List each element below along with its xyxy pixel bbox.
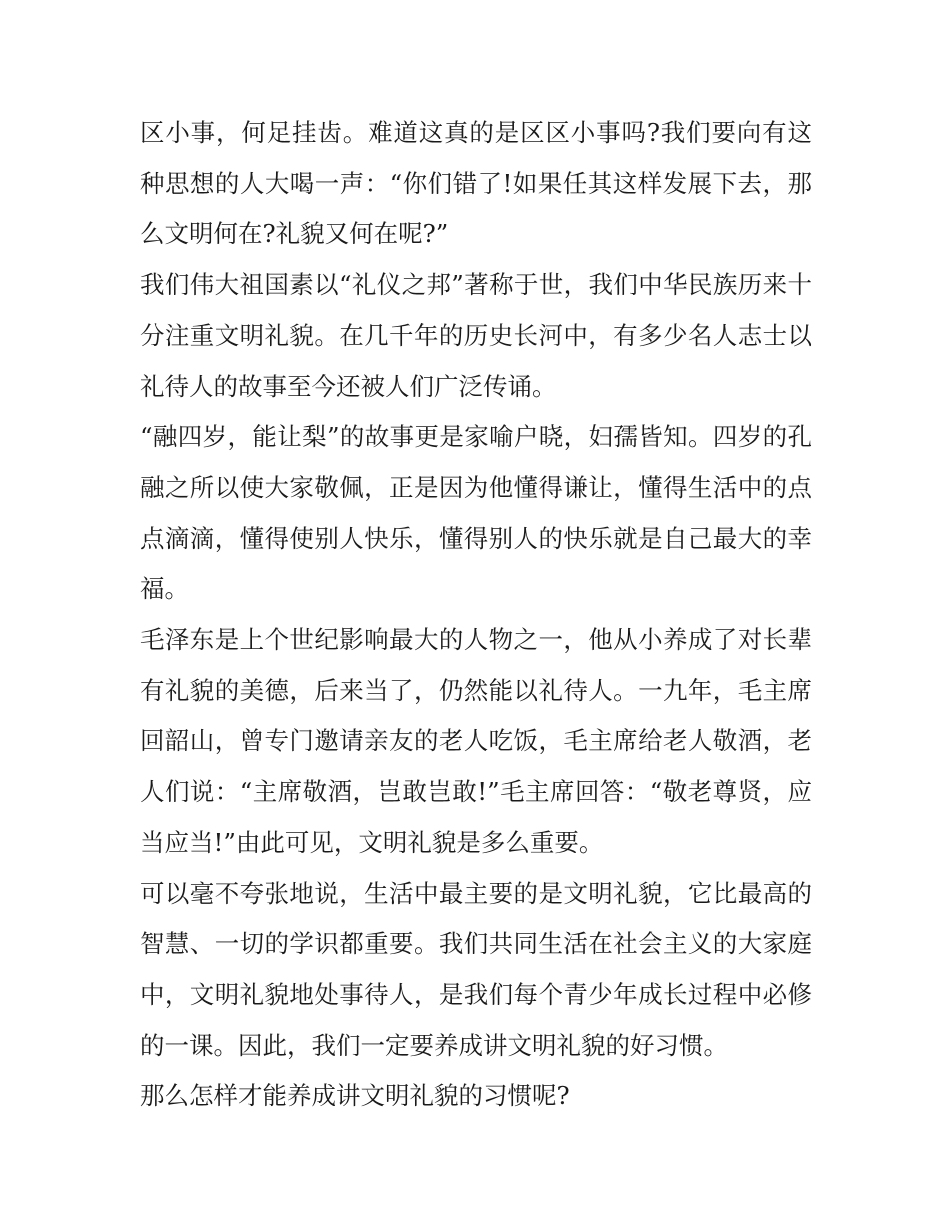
- paragraph: 可以毫不夸张地说，生活中最主要的是文明礼貌，它比最高的智慧、一切的学识都重要。我们共同生活在社会主义的大家庭中，文明礼貌地处事待人，是我们每个青少年成长过程中必修的一课。因此，我们一定要养成讲文明礼貌的好习惯。: [140, 878, 812, 1060]
- paragraph: 那么怎样才能养成讲文明礼貌的习惯呢?: [140, 1081, 570, 1111]
- paragraph: 毛泽东是上个世纪影响最大的人物之一，他从小养成了对长辈有礼貌的美德，后来当了，仍然能以礼待人。一九年，毛主席回韶山，曾专门邀请亲友的老人吃饭，毛主席给老人敬酒，老人们说：“主席敬酒，岂敢岂敢!”毛主席回答：“敬老尊贤，应当应当!”由此可见，文明礼貌是多么重要。: [140, 625, 812, 857]
- paragraph: 我们伟大祖国素以“礼仪之邦”著称于世，我们中华民族历来十分注重文明礼貌。在几千年的历史长河中，有多少名人志士以礼待人的故事至今还被人们广泛传诵。: [140, 270, 812, 401]
- document-body: [140, 108, 812, 1122]
- paragraph: “融四岁，能让梨”的故事更是家喻户晓，妇孺皆知。四岁的孔融之所以使大家敬佩，正是因为他懂得谦让，懂得生活中的点点滴滴，懂得使别人快乐，懂得别人的快乐就是自己最大的幸福。: [140, 422, 812, 604]
- paragraph: 区小事，何足挂齿。难道这真的是区区小事吗?我们要向有这种思想的人大喝一声：“你们错了!如果任其这样发展下去，那么文明何在?礼貌又何在呢?”: [140, 118, 812, 249]
